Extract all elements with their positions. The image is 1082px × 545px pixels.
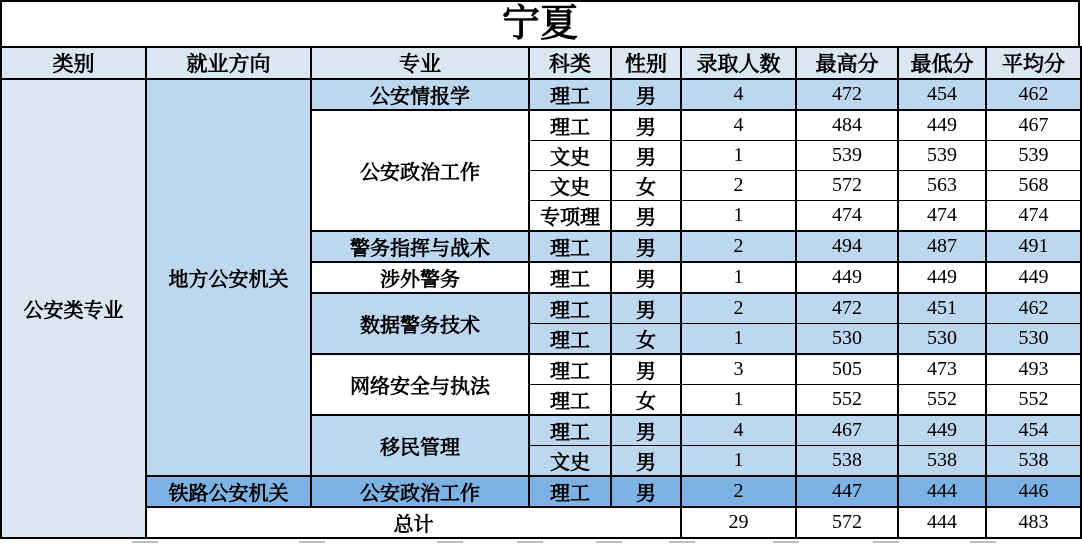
cell-max-score: 447: [796, 476, 898, 507]
cell-avg-score: 446: [986, 476, 1081, 507]
cell-admitted-count: 4: [681, 79, 796, 110]
cell-min-score: 444: [898, 476, 986, 507]
cell-admitted-count: 1: [681, 201, 796, 232]
cell-max-score: 505: [796, 354, 898, 385]
cell-major: 公安政治工作: [311, 110, 529, 231]
cell-subject: 理工: [529, 415, 611, 446]
cell-admitted-count: 4: [681, 110, 796, 141]
header-direction: 就业方向: [146, 47, 311, 79]
cell-max-score: 449: [796, 262, 898, 293]
cell-subject: 文史: [529, 446, 611, 477]
header-avg-score: 平均分: [986, 47, 1081, 79]
cell-max-score: 572: [796, 171, 898, 201]
cell-major: 网络安全与执法: [311, 354, 529, 415]
admission-score-table: [0, 46, 1082, 539]
header-row: [1, 47, 1081, 79]
cell-max-score: 474: [796, 201, 898, 232]
cell-min-score: 552: [898, 385, 986, 416]
cell-subject: 专项理: [529, 201, 611, 232]
total-row: [1, 507, 1081, 538]
cell-avg-score: 454: [986, 415, 1081, 446]
cell-min-score: 449: [898, 110, 986, 141]
cell-gender: 男: [611, 446, 681, 477]
cell-subject: 理工: [529, 293, 611, 324]
cell-min-score: 454: [898, 79, 986, 110]
cell-admitted-count: 1: [681, 262, 796, 293]
cell-max-score: 494: [796, 231, 898, 262]
cell-avg-score: 462: [986, 293, 1081, 324]
cell-max-score: 472: [796, 293, 898, 324]
cell-subject: 文史: [529, 171, 611, 201]
cell-avg-score: 462: [986, 79, 1081, 110]
cell-admitted-count: 2: [681, 293, 796, 324]
cell-category: 公安类专业: [1, 79, 146, 538]
cell-gender: 男: [611, 293, 681, 324]
header-major: 专业: [311, 47, 529, 79]
cell-admitted-count: 3: [681, 354, 796, 385]
cell-avg-score: 474: [986, 201, 1081, 232]
cell-avg-score: 539: [986, 141, 1081, 171]
cell-subject: 理工: [529, 79, 611, 110]
cell-min-score: 449: [898, 262, 986, 293]
cell-avg-score: 530: [986, 324, 1081, 355]
cell-major: 公安政治工作: [311, 476, 529, 507]
cell-admitted-count: 1: [681, 324, 796, 355]
cell-subject: 理工: [529, 262, 611, 293]
cell-min-score: 538: [898, 446, 986, 477]
cell-gender: 男: [611, 262, 681, 293]
cell-admitted-count: 1: [681, 141, 796, 171]
cell-gender: 男: [611, 110, 681, 141]
cell-avg-score: 493: [986, 354, 1081, 385]
header-admitted-count: 录取人数: [681, 47, 796, 79]
cell-avg-score: 538: [986, 446, 1081, 477]
header-subject: 科类: [529, 47, 611, 79]
table-row: [1, 476, 1081, 507]
cell-subject: 理工: [529, 324, 611, 355]
next-row-gridline-hints: [0, 539, 1080, 545]
cell-max-score: 539: [796, 141, 898, 171]
total-min-score: 444: [898, 507, 986, 538]
total-max-score: 572: [796, 507, 898, 538]
cell-min-score: 530: [898, 324, 986, 355]
cell-avg-score: 491: [986, 231, 1081, 262]
header-gender: 性别: [611, 47, 681, 79]
cell-avg-score: 568: [986, 171, 1081, 201]
cell-subject: 文史: [529, 141, 611, 171]
cell-admitted-count: 2: [681, 231, 796, 262]
cell-major: 移民管理: [311, 415, 529, 476]
cell-direction: 铁路公安机关: [146, 476, 311, 507]
cell-min-score: 449: [898, 415, 986, 446]
cell-subject: 理工: [529, 476, 611, 507]
cell-max-score: 530: [796, 324, 898, 355]
cell-subject: 理工: [529, 385, 611, 416]
cell-avg-score: 467: [986, 110, 1081, 141]
cell-gender: 男: [611, 354, 681, 385]
header-max-score: 最高分: [796, 47, 898, 79]
cell-min-score: 563: [898, 171, 986, 201]
cell-gender: 男: [611, 231, 681, 262]
cell-min-score: 451: [898, 293, 986, 324]
total-avg-score: 483: [986, 507, 1081, 538]
cell-gender: 女: [611, 385, 681, 416]
header-min-score: 最低分: [898, 47, 986, 79]
cell-max-score: 484: [796, 110, 898, 141]
cell-major: 数据警务技术: [311, 293, 529, 354]
cell-gender: 男: [611, 79, 681, 110]
cell-gender: 男: [611, 201, 681, 232]
cell-admitted-count: 1: [681, 446, 796, 477]
total-admitted-count: 29: [681, 507, 796, 538]
cell-subject: 理工: [529, 231, 611, 262]
cell-avg-score: 449: [986, 262, 1081, 293]
cell-subject: 理工: [529, 110, 611, 141]
cell-gender: 男: [611, 415, 681, 446]
cell-admitted-count: 1: [681, 385, 796, 416]
cell-min-score: 474: [898, 201, 986, 232]
cell-min-score: 487: [898, 231, 986, 262]
cell-gender: 女: [611, 324, 681, 355]
cell-subject: 理工: [529, 354, 611, 385]
total-label: 总计: [146, 507, 681, 538]
cell-direction: 地方公安机关: [146, 79, 311, 476]
cell-admitted-count: 4: [681, 415, 796, 446]
cell-admitted-count: 2: [681, 171, 796, 201]
cell-major: 警务指挥与战术: [311, 231, 529, 262]
cell-gender: 男: [611, 476, 681, 507]
cell-major: 涉外警务: [311, 262, 529, 293]
cell-admitted-count: 2: [681, 476, 796, 507]
cell-min-score: 473: [898, 354, 986, 385]
cell-max-score: 472: [796, 79, 898, 110]
table-row: [1, 79, 1081, 110]
cell-max-score: 552: [796, 385, 898, 416]
cell-gender: 男: [611, 141, 681, 171]
cell-min-score: 539: [898, 141, 986, 171]
cell-max-score: 467: [796, 415, 898, 446]
cell-avg-score: 552: [986, 385, 1081, 416]
page-title: 宁夏: [0, 0, 1080, 46]
cell-major: 公安情报学: [311, 79, 529, 110]
cell-gender: 女: [611, 171, 681, 201]
cell-max-score: 538: [796, 446, 898, 477]
header-category: 类别: [1, 47, 146, 79]
